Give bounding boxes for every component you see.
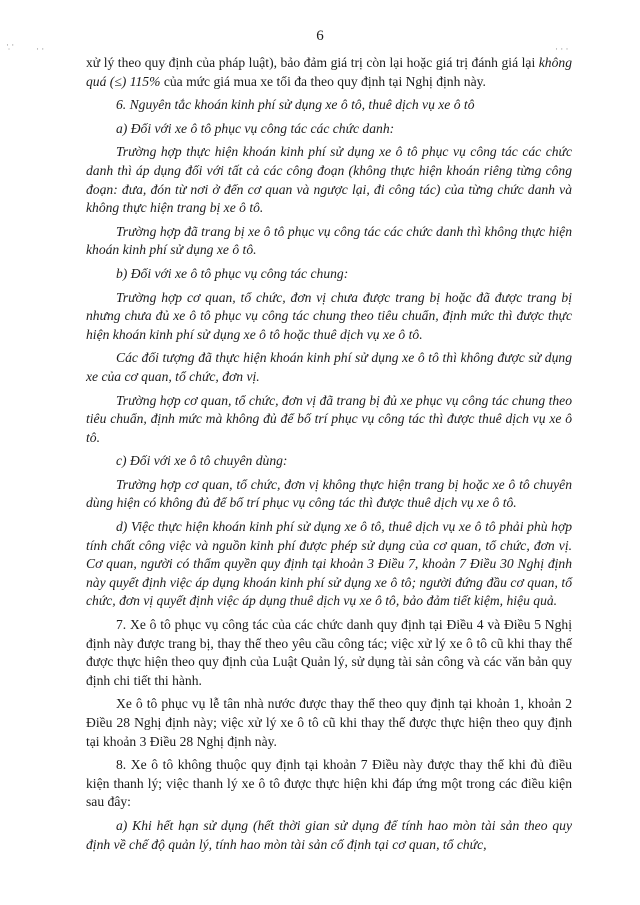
scan-speck: · · · <box>555 44 569 54</box>
text-run: 8. Xe ô tô không thuộc quy định tại khoản 7 Điều này được thay thế khi đủ điều kiện thanh lý; việc thanh lý xe ô tô được thực hiện khi đáp ứng một trong các điều kiện sau đây: <box>86 757 572 810</box>
text-run: Trường hợp cơ quan, tổ chức, đơn vị đã trang bị đủ xe phục vụ công tác chung theo tiêu chuẩn, định mức mà không đủ để bố trí phục vụ công tác thì được thuê dịch vụ xe ô tô. <box>86 392 572 445</box>
body-paragraph <box>86 817 572 854</box>
text-run: b) Đối với xe ô tô phục vụ công tác chung: <box>116 265 349 281</box>
text-run: c) Đối với xe ô tô chuyên dùng: <box>116 453 288 469</box>
body-paragraph <box>86 392 572 448</box>
text-run: xử lý theo quy định của pháp luật), bảo đảm giá trị còn lại hoặc giá trị đánh giá lại <box>86 55 539 70</box>
scan-speck: · · <box>36 44 45 54</box>
text-run: 7. Xe ô tô phục vụ công tác của các chức danh quy định tại Điều 4 và Điều 5 Nghị định này được trang bị, thay thế theo yêu cầu công tác; việc xử lý xe ô tô cũ khi thay thế được thực hiện theo quy định của Luật Quản lý, sử dụng tài sản công và các văn bản quy định chi tiết thi hành. <box>86 617 572 688</box>
text-run: 6. Nguyên tắc khoán kinh phí sử dụng xe ô tô, thuê dịch vụ xe ô tô <box>116 97 475 113</box>
text-run: d) Việc thực hiện khoán kinh phí sử dụng xe ô tô, thuê dịch vụ xe ô tô phải phù hợp tính chất công việc và nguồn kinh phí được phép sử dụng của cơ quan, tổ chức, đơn vị. Cơ quan, người có thẩm quyền quy định tại khoản 3 Điều 7, khoản 7 Điều 30 Nghị định này quyết định việc áp dụng khoán kinh phí sử dụng xe ô tô; người đứng đầu cơ quan, tổ chức, đơn vị quyết định việc áp dụng thuê dịch vụ xe ô tô, bảo đảm tiết kiệm, hiệu quả. <box>86 519 572 609</box>
text-run: Các đối tượng đã thực hiện khoán kinh phí sử dụng xe ô tô thì không được sử dụng xe của cơ quan, tổ chức, đơn vị. <box>86 350 572 384</box>
body-paragraph <box>86 143 572 217</box>
text-run: Xe ô tô phục vụ lễ tân nhà nước được thay thế theo quy định tại khoản 1, khoản 2 Điều 28 Nghị định này; việc xử lý xe ô tô cũ khi thay thế được thực hiện theo quy định tại khoản 3 Điều 28 Nghị định này. <box>86 696 572 749</box>
body-paragraph <box>86 54 572 91</box>
body-paragraph <box>86 120 572 139</box>
body-paragraph <box>86 265 572 284</box>
text-run: a) Đối với xe ô tô phục vụ công tác các chức danh: <box>116 120 395 136</box>
body-paragraph <box>86 223 572 260</box>
text-run: Trường hợp đã trang bị xe ô tô phục vụ công tác các chức danh thì không thực hiện khoán kinh phí sử dụng xe ô tô. <box>86 223 572 258</box>
text-run: không quá (≤) 115% <box>86 55 572 89</box>
body-paragraph <box>86 695 572 751</box>
body-paragraph <box>86 616 572 690</box>
page-number: 6 <box>316 28 324 44</box>
scan-speck: ·̣ · <box>6 40 15 50</box>
text-run: Trường hợp thực hiện khoán kinh phí sử dụng xe ô tô phục vụ công tác các chức danh thì áp dụng đối với tất cả các công đoạn (không thực hiện khoán riêng từng công đoạn: đưa, đón từ nơi ở đến cơ quan và ngược lại, đi công tác) của từng chức danh và không thực hiện trang bị xe ô tô. <box>86 144 572 216</box>
text-run: Trường hợp cơ quan, tổ chức, đơn vị không thực hiện trang bị hoặc xe ô tô chuyên dùng hiện có không đủ để bố trí phục vụ công tác thì được thuê dịch vụ xe ô tô. <box>86 476 572 511</box>
text-run: của mức giá mua xe tối đa theo quy định tại Nghị định này. <box>160 73 486 89</box>
body-paragraph <box>86 349 572 386</box>
document-body <box>86 54 572 859</box>
body-paragraph <box>86 289 572 345</box>
body-paragraph <box>86 756 572 812</box>
body-paragraph <box>86 96 572 115</box>
body-paragraph <box>86 476 572 513</box>
body-paragraph <box>86 452 572 471</box>
body-paragraph <box>86 518 572 611</box>
text-run: Trường hợp cơ quan, tổ chức, đơn vị chưa được trang bị hoặc đã được trang bị nhưng chưa đủ xe ô tô phục vụ công tác chung theo tiêu chuẩn, định mức thì được thực hiện khoán kinh phí sử dụng xe ô tô hoặc thuê dịch vụ xe ô tô. <box>86 289 572 342</box>
text-run: a) Khi hết hạn sử dụng (hết thời gian sử dụng để tính hao mòn tài sản theo quy định về chế độ quản lý, tính hao mòn tài sản cố định tại cơ quan, tổ chức, <box>86 817 572 852</box>
